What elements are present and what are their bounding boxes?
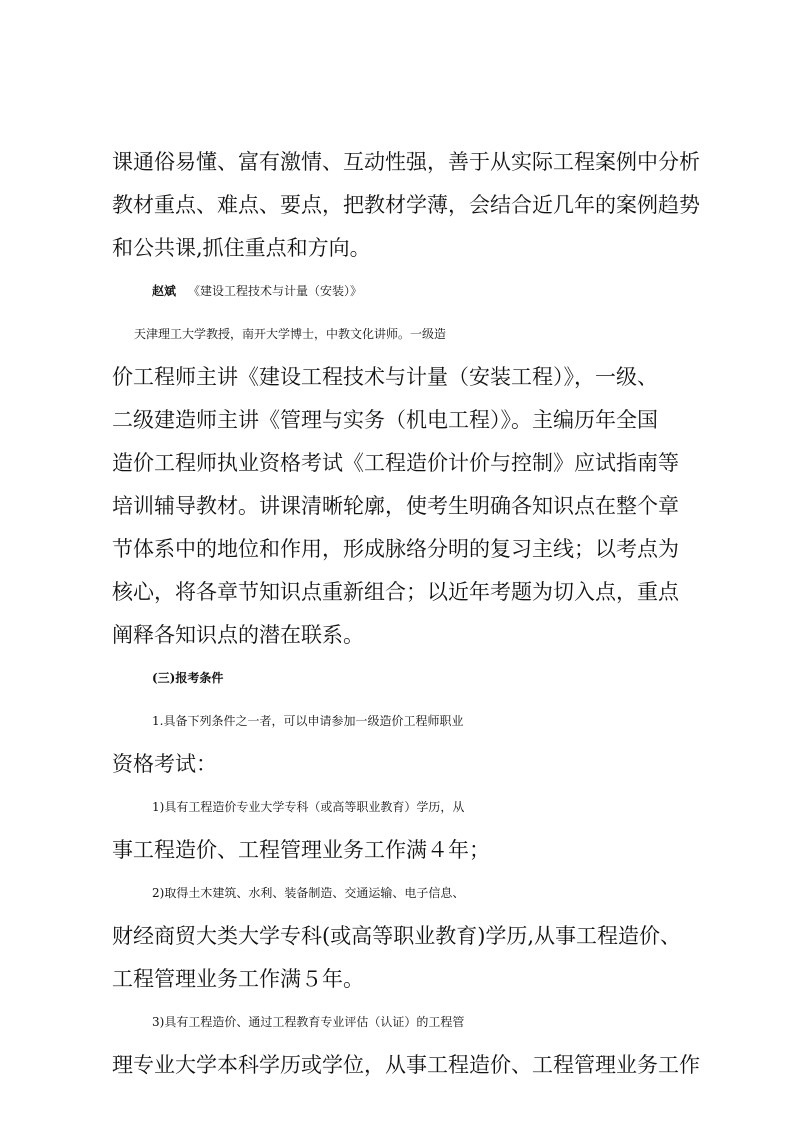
condition-line: 资格考试： [112,752,217,776]
text-line: 教材重点、难点、要点，把教材学薄，会结合近几年的案例趋势 [112,193,700,217]
condition-line: 1)具有工程造价专业大学专科（或高等职业教育）学历，从 [152,800,465,814]
bio-line: 核心，将各章节知识点重新组合；以近年考题为切入点，重点 [112,580,679,604]
bio-line: 天津理工大学教授，南开大学博士，中教文化讲师。一级造 [134,327,447,341]
text-line: 和公共课,抓住重点和方向。 [112,236,371,260]
instructor-course: 《建设工程技术与计量（安装）》 [188,284,363,298]
bio-line: 造价工程师执业资格考试《工程造价计价与控制》应试指南等 [112,451,679,475]
bio-line: 节体系中的地位和作用，形成脉络分明的复习主线；以考点为 [112,537,679,561]
bio-line: 价工程师主讲《建设工程技术与计量（安装工程）》，一级、 [112,365,658,389]
instructor-name: 赵斌 [152,284,177,298]
bio-line: 二级建造师主讲《管理与实务（机电工程）》。主编历年全国 [112,408,658,432]
condition-line: 2)取得土木建筑、水利、装备制造、交通运输、电子信息、 [152,886,465,900]
condition-line: 工程管理业务工作满５年。 [112,967,364,991]
text-line: 课通俗易懂、富有激情、互动性强，善于从实际工程案例中分析 [112,150,700,174]
bio-line: 培训辅导教材。讲课清晰轮廓，使考生明确各知识点在整个章 [112,494,679,518]
condition-line: 1.具备下列条件之一者，可以申请参加一级造价工程师职业 [152,714,464,728]
condition-line: 3)具有工程造价、通过工程教育专业评估（认证）的工程管 [152,1015,465,1029]
condition-line: 事工程造价、工程管理业务工作满４年； [112,838,490,862]
bio-line: 阐释各知识点的潜在联系。 [112,623,364,647]
section-heading: (三)报考条件 [152,671,224,685]
condition-line: 财经商贸大类大学专科(或高等职业教育)学历,从事工程造价、 [112,924,682,948]
instructor-heading [152,271,752,311]
condition-line: 理专业大学本科学历或学位，从事工程造价、工程管理业务工作 [112,1053,700,1077]
